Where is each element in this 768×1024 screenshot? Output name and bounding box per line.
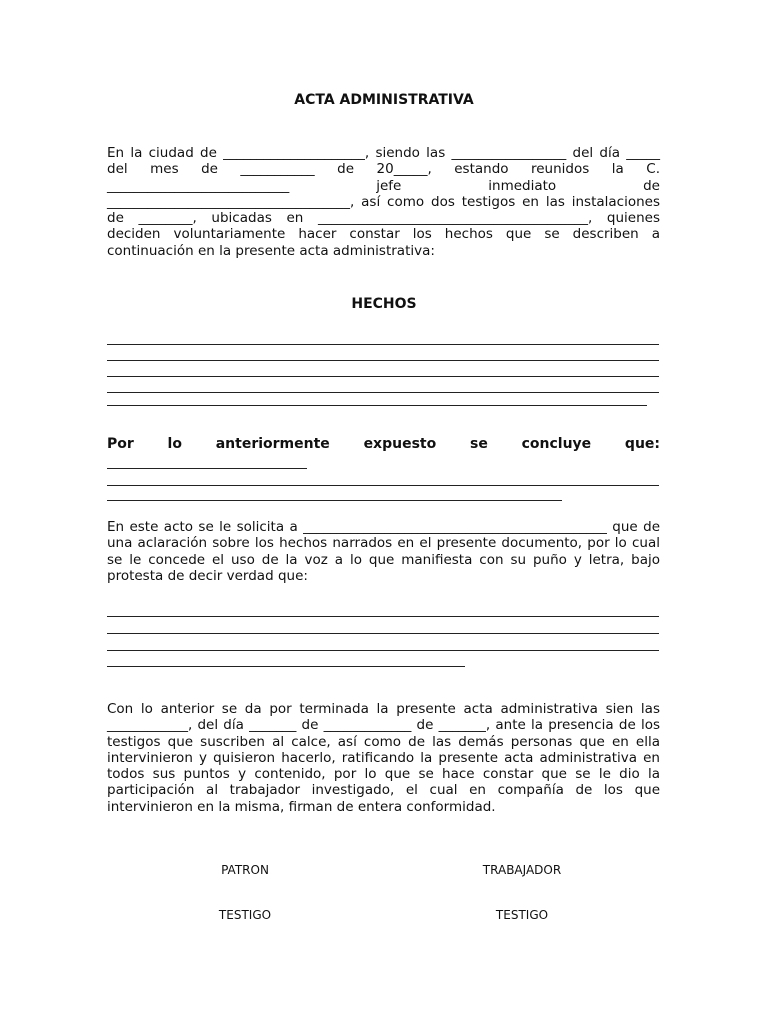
blank-line — [107, 376, 659, 377]
blank-line — [107, 666, 465, 667]
blank-line — [107, 392, 659, 393]
signature-label-patron: PATRON — [221, 863, 269, 877]
closing-paragraph: Con lo anterior se da por terminada la presente acta administrativa sien las ____________, del día _______ de _____________ de _______, ante la presencia de los testigos que suscriben al calce, así como de las demás personas que en ella intervinieron y quisieron hacerlo, ratificando la presente acta administrativa en todos sus puntos y contenido, por lo que se hace constar que se le dio la participación al trabajador investigado, el cual en compañía de los que intervinieron en la misma, firman de entera conformidad. — [107, 701, 660, 815]
blank-line — [107, 500, 562, 501]
blank-line — [107, 485, 659, 486]
blank-line — [107, 468, 307, 469]
blank-line — [107, 360, 659, 361]
signature-label-testigo-left: TESTIGO — [218, 908, 272, 922]
signature-label-testigo-right: TESTIGO — [495, 908, 549, 922]
request-paragraph: En este acto se le solicita a _____________________________________________ que de una aclaración sobre los hechos narrados en el presente documento, por lo cual se le concede el uso de la voz a lo que manifiesta con su puño y letra, bajo protesta de decir verdad que: — [107, 519, 660, 584]
intro-paragraph: En la ciudad de _____________________, siendo las _________________ del día _____ del mes de ___________ de 20_____, estando reunidos la C. ___________________________ jefe inmediato de ____________________________________, así como dos testigos en las instalaciones de ________, ubicadas en ________________________________________, quienes deciden voluntariamente hacer constar los hechos que se describen a continuación en la presente acta administrativa: — [107, 145, 660, 259]
conclusion-label: Por lo anteriormente expuesto se concluye que: — [107, 436, 660, 452]
blank-line — [107, 650, 659, 651]
document-title: ACTA ADMINISTRATIVA — [294, 92, 474, 108]
blank-line — [107, 616, 659, 617]
signature-label-trabajador: TRABAJADOR — [482, 863, 562, 877]
blank-line — [107, 405, 647, 406]
blank-line — [107, 344, 659, 345]
blank-line — [107, 633, 659, 634]
section-heading-hechos: HECHOS — [351, 296, 417, 312]
